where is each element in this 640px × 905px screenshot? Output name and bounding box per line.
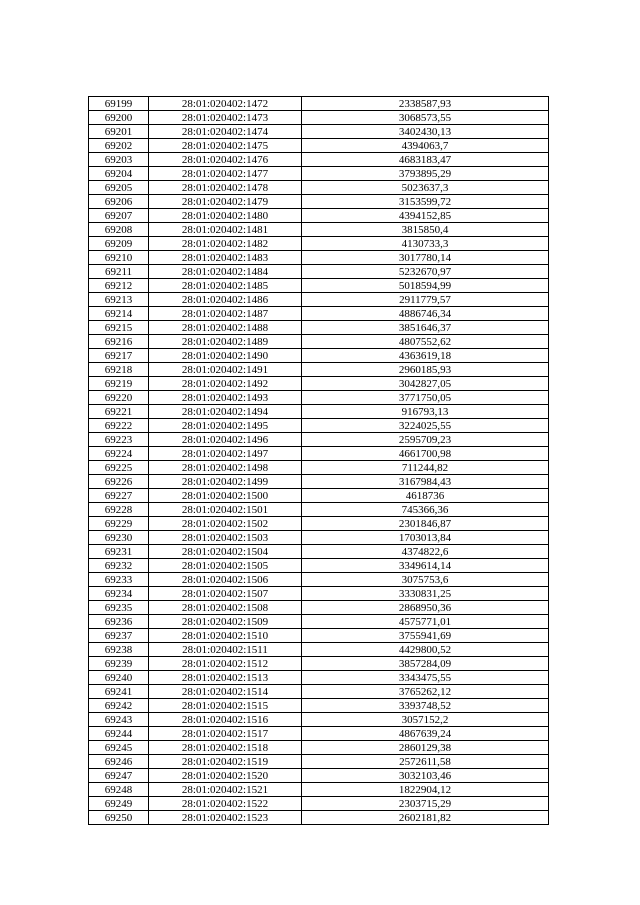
value-cell: 3330831,25 [302, 587, 549, 601]
cadastral-code-cell: 28:01:020402:1494 [149, 405, 302, 419]
table-row [89, 405, 549, 419]
cadastral-code-cell: 28:01:020402:1488 [149, 321, 302, 335]
table-row [89, 685, 549, 699]
value-cell: 2860129,38 [302, 741, 549, 755]
value-cell: 711244,82 [302, 461, 549, 475]
table-row [89, 615, 549, 629]
value-cell: 4363619,18 [302, 349, 549, 363]
row-id-cell: 69233 [89, 573, 149, 587]
row-id-cell: 69237 [89, 629, 149, 643]
value-cell: 3068573,55 [302, 111, 549, 125]
row-id-cell: 69239 [89, 657, 149, 671]
table-row [89, 573, 549, 587]
value-cell: 2572611,58 [302, 755, 549, 769]
table-row [89, 755, 549, 769]
row-id-cell: 69217 [89, 349, 149, 363]
value-cell: 3017780,14 [302, 251, 549, 265]
row-id-cell: 69234 [89, 587, 149, 601]
row-id-cell: 69249 [89, 797, 149, 811]
row-id-cell: 69221 [89, 405, 149, 419]
table-row [89, 363, 549, 377]
cadastral-code-cell: 28:01:020402:1514 [149, 685, 302, 699]
table-row [89, 461, 549, 475]
table-row [89, 279, 549, 293]
value-cell: 3857284,09 [302, 657, 549, 671]
cadastral-code-cell: 28:01:020402:1484 [149, 265, 302, 279]
table-row [89, 503, 549, 517]
value-cell: 3057152,2 [302, 713, 549, 727]
table-row [89, 195, 549, 209]
table-row [89, 699, 549, 713]
row-id-cell: 69219 [89, 377, 149, 391]
value-cell: 2338587,93 [302, 97, 549, 111]
cadastral-code-cell: 28:01:020402:1517 [149, 727, 302, 741]
table-row [89, 447, 549, 461]
value-cell: 3402430,13 [302, 125, 549, 139]
value-cell: 2303715,29 [302, 797, 549, 811]
cadastral-code-cell: 28:01:020402:1487 [149, 307, 302, 321]
cadastral-code-cell: 28:01:020402:1496 [149, 433, 302, 447]
row-id-cell: 69250 [89, 811, 149, 825]
table-row [89, 237, 549, 251]
row-id-cell: 69228 [89, 503, 149, 517]
table-row [89, 321, 549, 335]
row-id-cell: 69223 [89, 433, 149, 447]
value-cell: 4374822,6 [302, 545, 549, 559]
table-row [89, 629, 549, 643]
row-id-cell: 69200 [89, 111, 149, 125]
cadastral-code-cell: 28:01:020402:1503 [149, 531, 302, 545]
row-id-cell: 69247 [89, 769, 149, 783]
row-id-cell: 69218 [89, 363, 149, 377]
cadastral-code-cell: 28:01:020402:1477 [149, 167, 302, 181]
row-id-cell: 69211 [89, 265, 149, 279]
row-id-cell: 69240 [89, 671, 149, 685]
value-cell: 3793895,29 [302, 167, 549, 181]
value-cell: 2595709,23 [302, 433, 549, 447]
cadastral-code-cell: 28:01:020402:1509 [149, 615, 302, 629]
cadastral-code-cell: 28:01:020402:1478 [149, 181, 302, 195]
table-row [89, 265, 549, 279]
cadastral-code-cell: 28:01:020402:1523 [149, 811, 302, 825]
row-id-cell: 69224 [89, 447, 149, 461]
value-cell: 3815850,4 [302, 223, 549, 237]
table-row [89, 727, 549, 741]
table-body [89, 97, 549, 825]
row-id-cell: 69236 [89, 615, 149, 629]
value-cell: 2301846,87 [302, 517, 549, 531]
value-cell: 3771750,05 [302, 391, 549, 405]
row-id-cell: 69203 [89, 153, 149, 167]
table-row [89, 671, 549, 685]
table-row [89, 251, 549, 265]
row-id-cell: 69243 [89, 713, 149, 727]
table-row [89, 125, 549, 139]
table-row [89, 559, 549, 573]
row-id-cell: 69242 [89, 699, 149, 713]
value-cell: 5023637,3 [302, 181, 549, 195]
row-id-cell: 69231 [89, 545, 149, 559]
table-row [89, 139, 549, 153]
value-cell: 4661700,98 [302, 447, 549, 461]
cadastral-code-cell: 28:01:020402:1505 [149, 559, 302, 573]
cadastral-code-cell: 28:01:020402:1510 [149, 629, 302, 643]
cadastral-code-cell: 28:01:020402:1498 [149, 461, 302, 475]
table-row [89, 475, 549, 489]
row-id-cell: 69207 [89, 209, 149, 223]
cadastral-code-cell: 28:01:020402:1516 [149, 713, 302, 727]
cadastral-code-cell: 28:01:020402:1485 [149, 279, 302, 293]
cadastral-code-cell: 28:01:020402:1502 [149, 517, 302, 531]
value-cell: 4394063,7 [302, 139, 549, 153]
table-row [89, 657, 549, 671]
value-cell: 3075753,6 [302, 573, 549, 587]
value-cell: 4683183,47 [302, 153, 549, 167]
table-row [89, 181, 549, 195]
table-row [89, 545, 549, 559]
cadastral-code-cell: 28:01:020402:1483 [149, 251, 302, 265]
cadastral-code-cell: 28:01:020402:1511 [149, 643, 302, 657]
value-cell: 3224025,55 [302, 419, 549, 433]
row-id-cell: 69202 [89, 139, 149, 153]
cadastral-code-cell: 28:01:020402:1507 [149, 587, 302, 601]
cadastral-code-cell: 28:01:020402:1493 [149, 391, 302, 405]
value-cell: 3851646,37 [302, 321, 549, 335]
value-cell: 4429800,52 [302, 643, 549, 657]
table-row [89, 517, 549, 531]
value-cell: 4575771,01 [302, 615, 549, 629]
row-id-cell: 69206 [89, 195, 149, 209]
cadastral-code-cell: 28:01:020402:1472 [149, 97, 302, 111]
value-cell: 2602181,82 [302, 811, 549, 825]
cadastral-code-cell: 28:01:020402:1499 [149, 475, 302, 489]
value-cell: 3167984,43 [302, 475, 549, 489]
table-row [89, 587, 549, 601]
cadastral-code-cell: 28:01:020402:1512 [149, 657, 302, 671]
value-cell: 1822904,12 [302, 783, 549, 797]
row-id-cell: 69205 [89, 181, 149, 195]
table-row [89, 293, 549, 307]
value-cell: 5018594,99 [302, 279, 549, 293]
row-id-cell: 69201 [89, 125, 149, 139]
row-id-cell: 69230 [89, 531, 149, 545]
cadastral-code-cell: 28:01:020402:1479 [149, 195, 302, 209]
value-cell: 2868950,36 [302, 601, 549, 615]
table-row [89, 391, 549, 405]
table-row [89, 349, 549, 363]
table-row [89, 223, 549, 237]
row-id-cell: 69216 [89, 335, 149, 349]
cadastral-code-cell: 28:01:020402:1519 [149, 755, 302, 769]
row-id-cell: 69199 [89, 97, 149, 111]
cadastral-code-cell: 28:01:020402:1476 [149, 153, 302, 167]
cadastral-code-cell: 28:01:020402:1486 [149, 293, 302, 307]
value-cell: 3755941,69 [302, 629, 549, 643]
value-cell: 4807552,62 [302, 335, 549, 349]
row-id-cell: 69245 [89, 741, 149, 755]
value-cell: 3042827,05 [302, 377, 549, 391]
table-row [89, 307, 549, 321]
row-id-cell: 69226 [89, 475, 149, 489]
row-id-cell: 69244 [89, 727, 149, 741]
row-id-cell: 69209 [89, 237, 149, 251]
row-id-cell: 69222 [89, 419, 149, 433]
cadastral-code-cell: 28:01:020402:1492 [149, 377, 302, 391]
table-row [89, 419, 549, 433]
cadastral-code-cell: 28:01:020402:1474 [149, 125, 302, 139]
value-cell: 916793,13 [302, 405, 549, 419]
cadastral-code-cell: 28:01:020402:1508 [149, 601, 302, 615]
cadastral-code-cell: 28:01:020402:1521 [149, 783, 302, 797]
value-cell: 4618736 [302, 489, 549, 503]
value-cell: 2911779,57 [302, 293, 549, 307]
row-id-cell: 69220 [89, 391, 149, 405]
table-row [89, 433, 549, 447]
table-row [89, 713, 549, 727]
value-cell: 4130733,3 [302, 237, 549, 251]
cadastral-code-cell: 28:01:020402:1482 [149, 237, 302, 251]
row-id-cell: 69235 [89, 601, 149, 615]
table-row [89, 811, 549, 825]
cadastral-code-cell: 28:01:020402:1500 [149, 489, 302, 503]
table-row [89, 783, 549, 797]
cadastral-code-cell: 28:01:020402:1480 [149, 209, 302, 223]
row-id-cell: 69213 [89, 293, 149, 307]
cadastral-code-cell: 28:01:020402:1515 [149, 699, 302, 713]
cadastral-code-cell: 28:01:020402:1473 [149, 111, 302, 125]
row-id-cell: 69212 [89, 279, 149, 293]
row-id-cell: 69227 [89, 489, 149, 503]
cadastral-code-cell: 28:01:020402:1504 [149, 545, 302, 559]
table-row [89, 153, 549, 167]
value-cell: 2960185,93 [302, 363, 549, 377]
table-row [89, 797, 549, 811]
cadastral-code-cell: 28:01:020402:1495 [149, 419, 302, 433]
row-id-cell: 69225 [89, 461, 149, 475]
cadastral-code-cell: 28:01:020402:1518 [149, 741, 302, 755]
row-id-cell: 69204 [89, 167, 149, 181]
value-cell: 5232670,97 [302, 265, 549, 279]
value-cell: 745366,36 [302, 503, 549, 517]
row-id-cell: 69238 [89, 643, 149, 657]
row-id-cell: 69246 [89, 755, 149, 769]
value-cell: 1703013,84 [302, 531, 549, 545]
value-cell: 4867639,24 [302, 727, 549, 741]
value-cell: 3032103,46 [302, 769, 549, 783]
row-id-cell: 69232 [89, 559, 149, 573]
table-row [89, 531, 549, 545]
table-row [89, 377, 549, 391]
table-row [89, 489, 549, 503]
row-id-cell: 69241 [89, 685, 149, 699]
cadastral-code-cell: 28:01:020402:1481 [149, 223, 302, 237]
row-id-cell: 69210 [89, 251, 149, 265]
cadastral-code-cell: 28:01:020402:1491 [149, 363, 302, 377]
table-row [89, 335, 549, 349]
cadastral-code-cell: 28:01:020402:1520 [149, 769, 302, 783]
table-row [89, 741, 549, 755]
table-row [89, 97, 549, 111]
value-cell: 3349614,14 [302, 559, 549, 573]
table-row [89, 209, 549, 223]
cadastral-code-cell: 28:01:020402:1475 [149, 139, 302, 153]
value-cell: 4394152,85 [302, 209, 549, 223]
value-cell: 3393748,52 [302, 699, 549, 713]
data-table [88, 96, 549, 825]
value-cell: 4886746,34 [302, 307, 549, 321]
row-id-cell: 69214 [89, 307, 149, 321]
table-row [89, 769, 549, 783]
table-row [89, 643, 549, 657]
value-cell: 3153599,72 [302, 195, 549, 209]
cadastral-code-cell: 28:01:020402:1497 [149, 447, 302, 461]
cadastral-code-cell: 28:01:020402:1490 [149, 349, 302, 363]
cadastral-code-cell: 28:01:020402:1513 [149, 671, 302, 685]
cadastral-code-cell: 28:01:020402:1522 [149, 797, 302, 811]
row-id-cell: 69229 [89, 517, 149, 531]
cadastral-code-cell: 28:01:020402:1489 [149, 335, 302, 349]
table-row [89, 167, 549, 181]
table-row [89, 111, 549, 125]
row-id-cell: 69248 [89, 783, 149, 797]
table-row [89, 601, 549, 615]
row-id-cell: 69215 [89, 321, 149, 335]
value-cell: 3343475,55 [302, 671, 549, 685]
value-cell: 3765262,12 [302, 685, 549, 699]
row-id-cell: 69208 [89, 223, 149, 237]
cadastral-code-cell: 28:01:020402:1506 [149, 573, 302, 587]
cadastral-code-cell: 28:01:020402:1501 [149, 503, 302, 517]
